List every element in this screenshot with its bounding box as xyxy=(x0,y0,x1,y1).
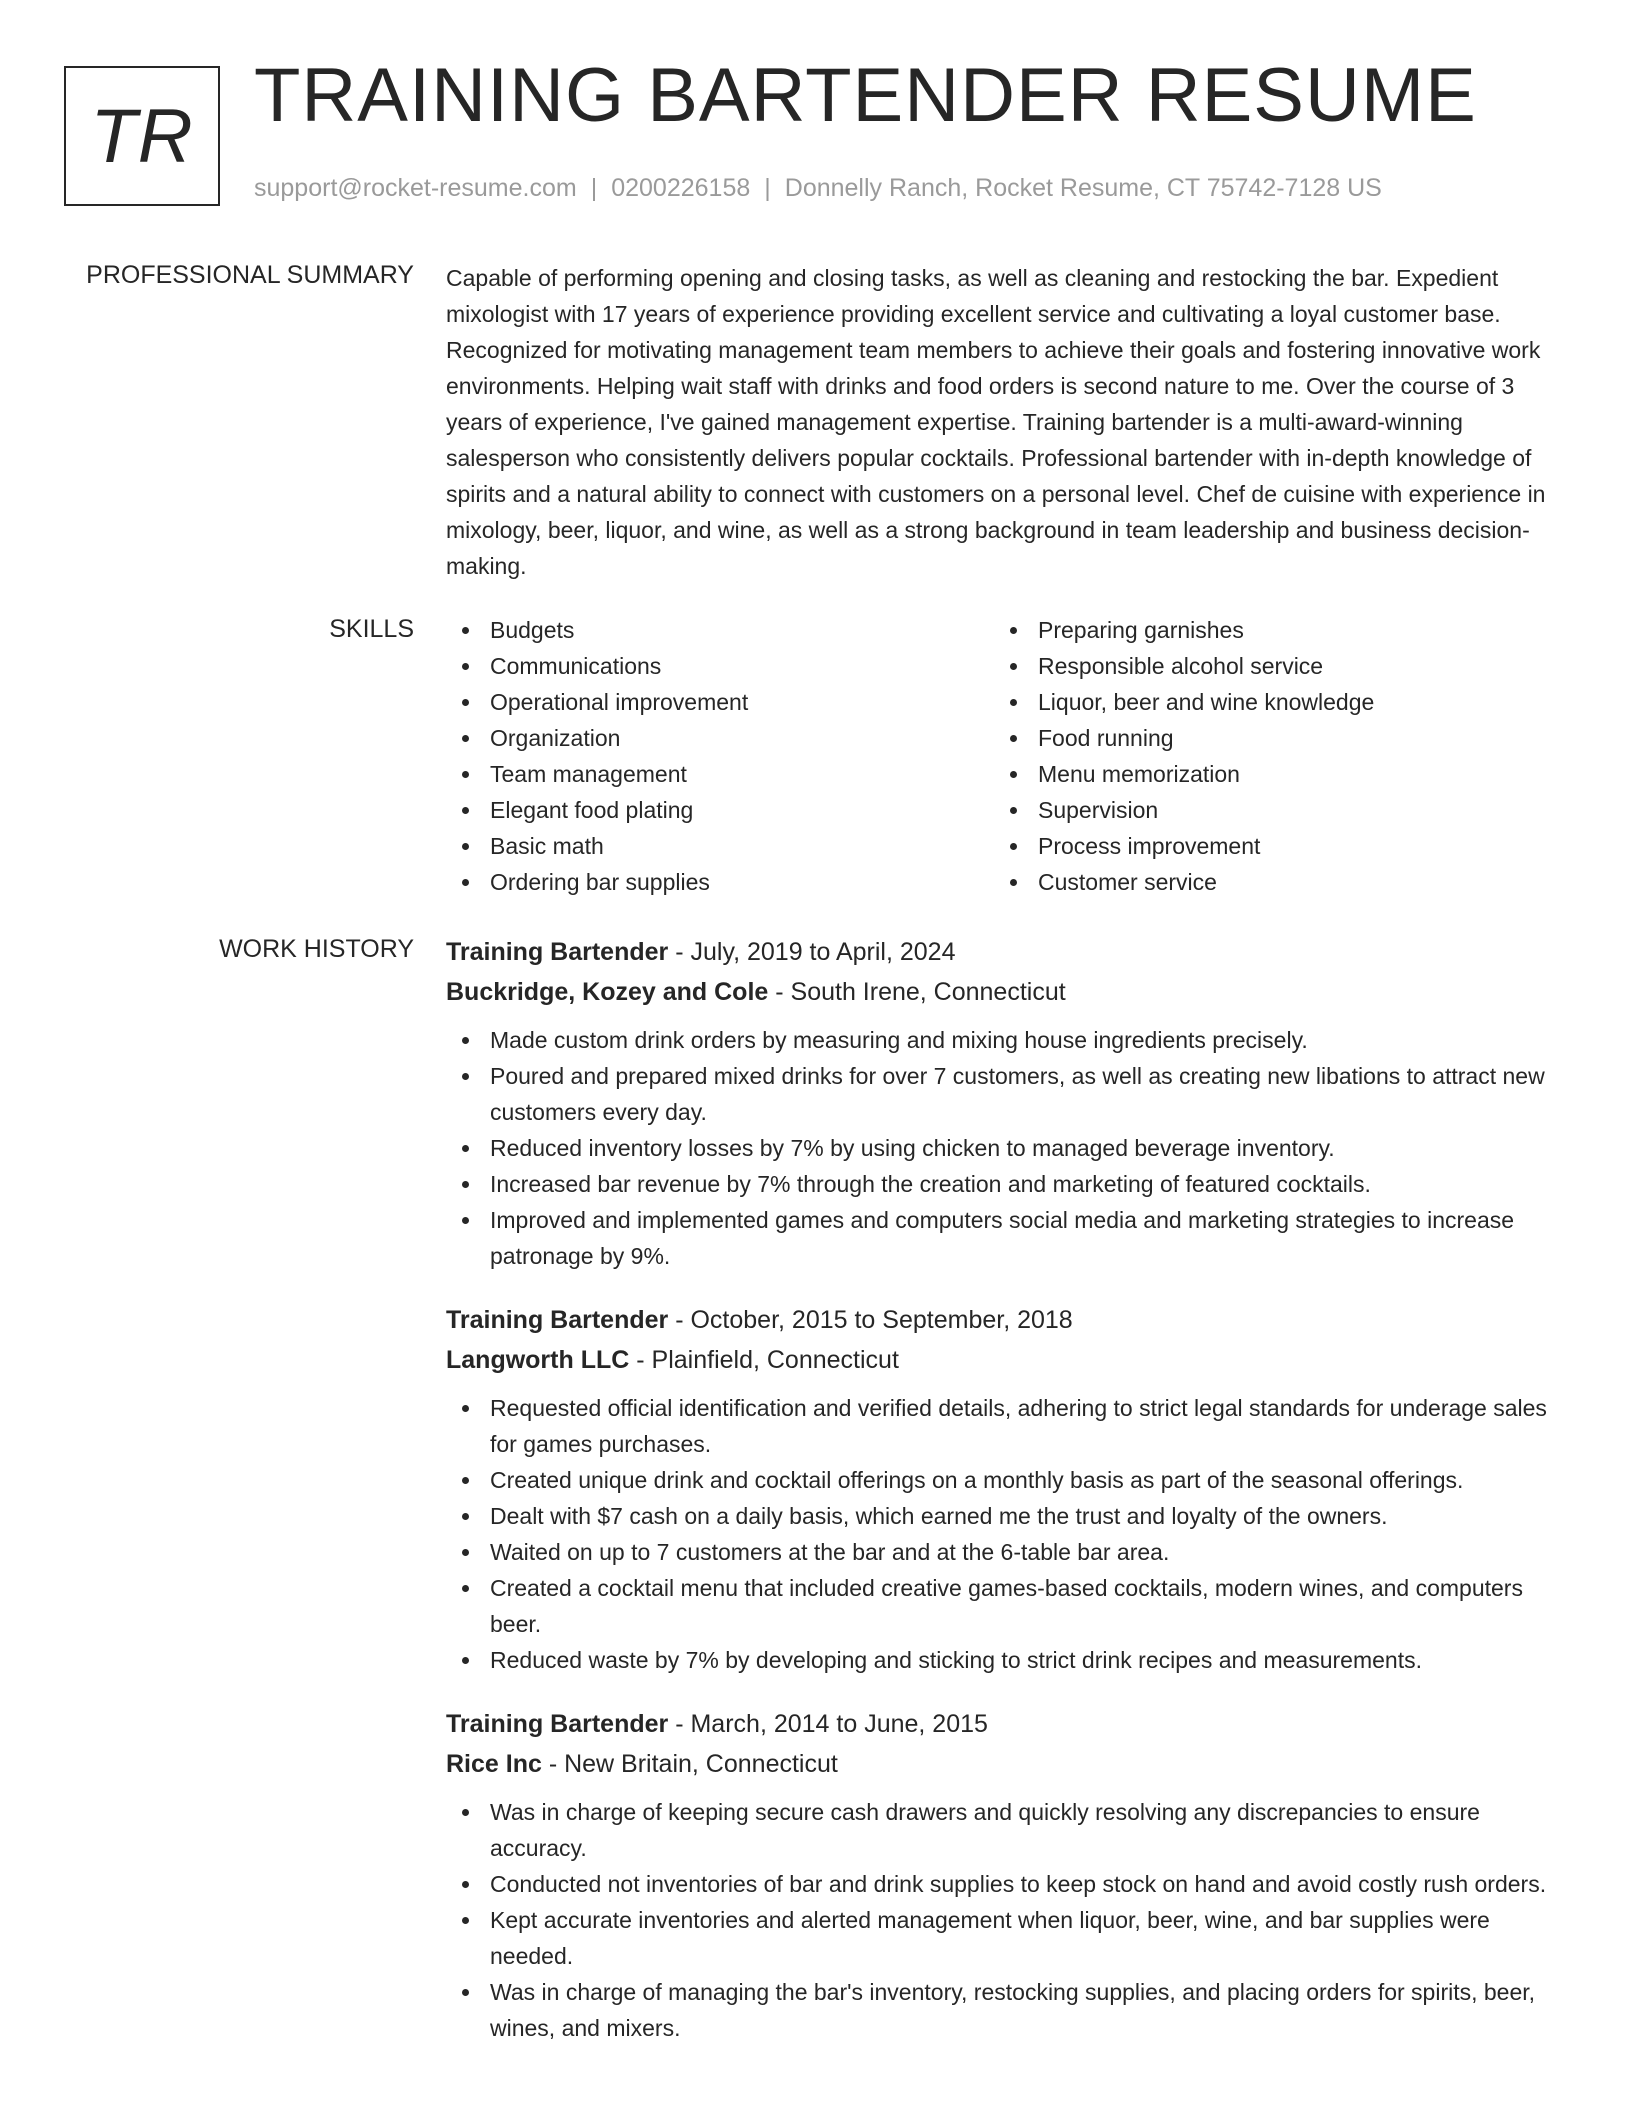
job-dates: October, 2015 to September, 2018 xyxy=(690,1306,1073,1334)
summary-text: Capable of performing opening and closing tasks, as well as cleaning and restocking the bar. Expedient mixologist with 17 years of experience providing excellent service and cultivating a loyal customer base. Recognized for motivating management team members to achieve their goals and fostering innovative work environments. Helping wait staff with drinks and food orders is second nature to me. Over the course of 3 years of experience, I've gained management expertise. Training bartender is a multi-award-winning salesperson who consistently delivers popular cocktails. Professional bartender with in-depth knowledge of spirits and a natural ability to connect with customers on a personal level. Chef de cuisine with experience in mixology, beer, liquor, and wine, as well as a strong background in team leadership and business decision-making. xyxy=(446,265,1546,579)
skill-item: Elegant food plating xyxy=(446,792,994,828)
job-bullet: Increased bar revenue by 7% through the creation and marketing of featured cocktails. xyxy=(446,1166,1558,1202)
resume-title: TRAINING BARTENDER RESUME xyxy=(254,53,1477,138)
job-company: Langworth LLC xyxy=(446,1346,630,1374)
contact-email[interactable]: support@rocket-resume.com xyxy=(254,174,577,202)
job-company-line xyxy=(446,1340,1558,1380)
job-company-line xyxy=(446,1744,1558,1784)
skill-item: Organization xyxy=(446,720,994,756)
job-bullets xyxy=(446,1390,1558,1678)
skill-item: Customer service xyxy=(994,864,1542,900)
skill-item: Communications xyxy=(446,648,994,684)
job-title: Training Bartender xyxy=(446,938,669,966)
job-location: South Irene, Connecticut xyxy=(790,978,1066,1006)
job-entry xyxy=(446,1300,1558,1678)
contact-phone[interactable]: 0200226158 xyxy=(611,174,751,202)
skills-content xyxy=(446,612,1558,900)
contact-separator: | xyxy=(764,174,771,202)
section-label-summary: PROFESSIONAL SUMMARY xyxy=(86,261,414,289)
job-title-line xyxy=(446,932,1558,972)
job-company: Rice Inc xyxy=(446,1750,542,1778)
job-title-line xyxy=(446,1704,1558,1744)
skill-item: Preparing garnishes xyxy=(994,612,1542,648)
contact-address: Donnelly Ranch, Rocket Resume, CT 75742-7128 US xyxy=(784,174,1382,202)
job-bullet: Kept accurate inventories and alerted management when liquor, beer, wine, and bar supplies were needed. xyxy=(446,1902,1558,1974)
job-entry xyxy=(446,1704,1558,2046)
job-dash: - xyxy=(768,978,791,1006)
job-bullet: Poured and prepared mixed drinks for over 7 customers, as well as creating new libations to attract new customers every day. xyxy=(446,1058,1558,1130)
job-bullet: Requested official identification and verified details, adhering to strict legal standards for underage sales for games purchases. xyxy=(446,1390,1558,1462)
skill-item: Menu memorization xyxy=(994,756,1542,792)
section-label-work-history: WORK HISTORY xyxy=(219,935,414,963)
job-dash: - xyxy=(541,1750,565,1778)
job-bullet: Conducted not inventories of bar and drink supplies to keep stock on hand and avoid costly rush orders. xyxy=(446,1866,1558,1902)
job-bullet: Was in charge of managing the bar's inventory, restocking supplies, and placing orders for spirits, beer, wines, and mixers. xyxy=(446,1974,1558,2046)
job-bullet: Was in charge of keeping secure cash drawers and quickly resolving any discrepancies to ensure accuracy. xyxy=(446,1794,1558,1866)
job-title: Training Bartender xyxy=(446,1710,669,1738)
skill-item: Process improvement xyxy=(994,828,1542,864)
job-bullet: Made custom drink orders by measuring and mixing house ingredients precisely. xyxy=(446,1022,1558,1058)
work-history-content xyxy=(446,932,1558,2072)
job-company: Buckridge, Kozey and Cole xyxy=(446,978,769,1006)
skill-item: Liquor, beer and wine knowledge xyxy=(994,684,1542,720)
contact-separator: | xyxy=(590,174,598,202)
summary-content xyxy=(446,260,1558,584)
job-dash: - xyxy=(668,938,691,966)
job-title: Training Bartender xyxy=(446,1306,669,1334)
monogram-initials: TR xyxy=(90,93,194,179)
job-bullet: Reduced inventory losses by 7% by using chicken to managed beverage inventory. xyxy=(446,1130,1558,1166)
skill-item: Team management xyxy=(446,756,994,792)
job-bullet: Created a cocktail menu that included creative games-based cocktails, modern wines, and computers beer. xyxy=(446,1570,1558,1642)
job-entry xyxy=(446,932,1558,1274)
job-bullet: Reduced waste by 7% by developing and sticking to strict drink recipes and measurements. xyxy=(446,1642,1558,1678)
job-location: Plainfield, Connecticut xyxy=(651,1346,899,1374)
skills-list-left xyxy=(446,612,994,900)
job-title-line xyxy=(446,1300,1558,1340)
job-bullet: Waited on up to 7 customers at the bar and at the 6-table bar area. xyxy=(446,1534,1558,1570)
job-bullets xyxy=(446,1794,1558,2046)
job-dates: March, 2014 to June, 2015 xyxy=(690,1710,988,1738)
skill-item: Operational improvement xyxy=(446,684,994,720)
job-location: New Britain, Connecticut xyxy=(564,1750,838,1778)
skill-item: Supervision xyxy=(994,792,1542,828)
job-dates: July, 2019 to April, 2024 xyxy=(690,938,956,966)
job-dash: - xyxy=(668,1306,691,1334)
job-company-line xyxy=(446,972,1558,1012)
skill-item: Ordering bar supplies xyxy=(446,864,994,900)
job-bullets xyxy=(446,1022,1558,1274)
skill-item: Budgets xyxy=(446,612,994,648)
skill-item: Food running xyxy=(994,720,1542,756)
section-label-skills: SKILLS xyxy=(329,615,414,643)
monogram-box xyxy=(64,66,220,206)
job-bullet: Improved and implemented games and computers social media and marketing strategies to increase patronage by 9%. xyxy=(446,1202,1558,1274)
job-bullet: Dealt with $7 cash on a daily basis, which earned me the trust and loyalty of the owners. xyxy=(446,1498,1558,1534)
skill-item: Responsible alcohol service xyxy=(994,648,1542,684)
job-dash: - xyxy=(668,1710,691,1738)
job-bullet: Created unique drink and cocktail offerings on a monthly basis as part of the seasonal offerings. xyxy=(446,1462,1558,1498)
job-dash: - xyxy=(629,1346,652,1374)
skills-list-right xyxy=(994,612,1542,900)
skill-item: Basic math xyxy=(446,828,994,864)
contact-line xyxy=(254,174,1382,203)
